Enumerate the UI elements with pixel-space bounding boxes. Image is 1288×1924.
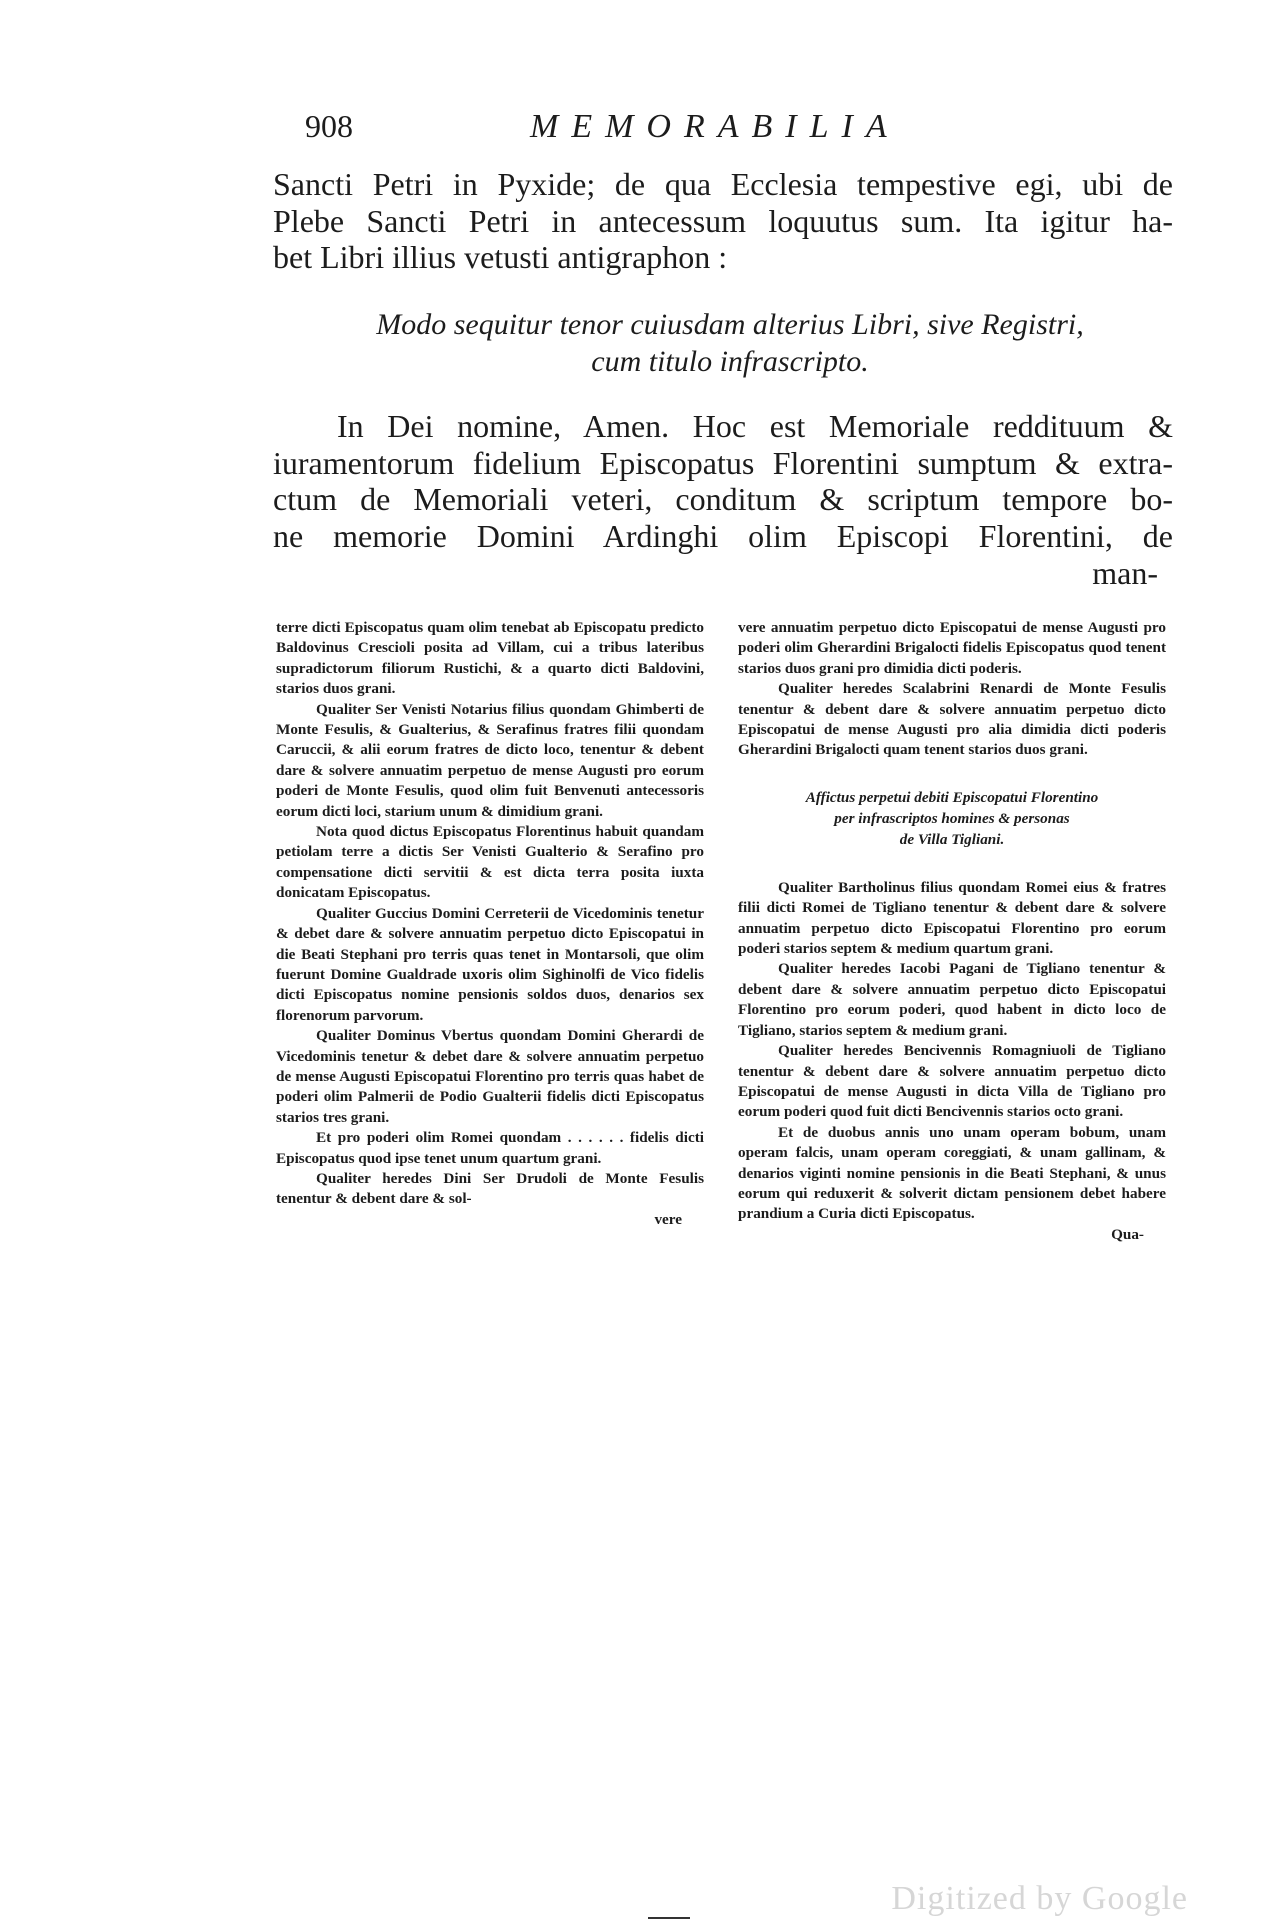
opening-line: In Dei nomine, Amen. Hoc est Memoriale reddituum & [337, 408, 1173, 444]
left-paragraph: Et pro poderi olim Romei quondam . . . . . . fidelis dicti Episcopatus quod ipse tenet unum quartum grani. [276, 1129, 704, 1167]
right-paragraph: Et de duobus annis uno unam operam bobum, unam operam falcis, unam operam coreggiati, & unam gallinam, & denarios viginti nomine pensionis in die Beati Stephani, & unus eorum qui reduxerit & solverit dictam pensionem debet habere prandium a Curia dicti Episcopatus. [738, 1123, 1166, 1223]
left-catchword: vere [654, 1210, 682, 1228]
running-title: MEMORABILIA [530, 108, 900, 145]
intro-line: bet Libri illius vetusti antigraphon : [273, 239, 728, 275]
subheading-line: de Villa Tigliani. [899, 830, 1005, 848]
opening-line: ctum de Memoriali veteri, conditum & scriptum tempore bo- [273, 481, 1173, 517]
digitized-watermark: Digitized by Google [891, 1880, 1188, 1917]
left-paragraph: Nota quod dictus Episcopatus Florentinus habuit quandam petiolam terre a dictis Ser Venisti Gualterio & Serafino pro compensatione dicti servitii & est dicta terra posita iuxta donicatam Episcopatus. [276, 823, 704, 902]
heading-line: cum titulo infrascripto. [591, 345, 869, 378]
subheading-line: Affictus perpetui debiti Episcopatui Florentino [805, 788, 1099, 806]
right-catchword: Qua- [1111, 1225, 1144, 1243]
opening-line: ne memorie Domini Ardinghi olim Episcopi Florentini, de [273, 517, 1173, 554]
left-paragraph: terre dicti Episcopatus quam olim tenebat ab Episcopatu predicto Baldovinus Crescioli posita ad Villam, cui a tribus lateribus supradictorum filiorum Rustichi, & a quarto dicti Baldovini, starios duos grani. [276, 619, 704, 698]
opening-paragraph [273, 408, 1173, 554]
left-column [276, 618, 704, 1230]
right-paragraph: Qualiter heredes Iacobi Pagani de Tigliano tenentur & debent dare & solvere annuatim perpetuo dicto Episcopatui Florentino pro eorum poderi, quod habent in dicto loco de Tigliano, starios septem & medium grani. [738, 960, 1166, 1039]
intro-line: Plebe Sancti Petri in antecessum loquutus sum. Ita igitur ha- [273, 202, 1173, 239]
catchword-main: man- [1092, 555, 1158, 591]
page-number: 908 [305, 108, 353, 144]
right-column [738, 618, 1166, 1245]
section-heading [300, 306, 1160, 380]
intro-line: Sancti Petri in Pyxide; de qua Ecclesia tempestive egi, ubi de [273, 166, 1173, 202]
bottom-rule [648, 1917, 690, 1919]
right-subheading [738, 787, 1166, 850]
intro-paragraph [273, 166, 1173, 276]
right-paragraph: vere annuatim perpetuo dicto Episcopatui de mense Augusti pro poderi olim Gherardini Brigalocti fidelis Episcopatus quod tenent starios duos grani pro dimidia dicti poderis. [738, 619, 1166, 677]
heading-line: Modo sequitur tenor cuiusdam alterius Libri, sive Registri, [376, 308, 1084, 341]
right-paragraph: Qualiter heredes Bencivennis Romagniuoli de Tigliano tenentur & debent dare & solvere annuatim perpetuo dicto Episcopatui de mense Augusti in dicta Villa de Tigliano pro eorum poderi quod fuit dicti Bencivennis starios octo grani. [738, 1042, 1166, 1121]
right-paragraph: Qualiter Bartholinus filius quondam Romei eius & fratres filii dicti Romei de Tigliano tenentur & debent dare & solvere annuatim perpetuo dicto Episcopatui Florentino pro eorum poderi starios septem & medium quartum grani. [738, 878, 1166, 958]
opening-line: iuramentorum fidelium Episcopatus Florentini sumptum & extra- [273, 444, 1173, 481]
left-paragraph: Qualiter heredes Dini Ser Drudoli de Monte Fesulis tenentur & debent dare & sol- [276, 1169, 704, 1208]
left-paragraph: Qualiter Dominus Vbertus quondam Domini Gherardi de Vicedominis tenetur & debet dare & solvere annuatim perpetuo de mense Augusti Episcopatui Florentino pro terris quas habet de poderi olim Palmerii de Podio Gualterii fidelis dicti Episcopatus starios tres grani. [276, 1027, 704, 1126]
subheading-line: per infrascriptos homines & personas [834, 809, 1070, 827]
left-paragraph: Qualiter Ser Venisti Notarius filius quondam Ghimberti de Monte Fesulis, & Gualterius, & Serafinus fratres filii quondam Caruccii, & alii eorum fratres de dicto loco, tenentur & debent dare & solvere annuatim perpetuo de mense Augusti pro eorum poderi de Monte Fesulis, quod olim fuit Benvenuti antecessoris eorum dicti loci, starium unum & dimidium grani. [276, 700, 704, 820]
left-paragraph: Qualiter Guccius Domini Cerreterii de Vicedominis tenetur & debet dare & solvere annuatim perpetuo dicto Episcopatui in die Beati Stephani pro terris quas tenet in Montarsoli, que olim fuerunt Domine Gualdrade uxoris olim Sighinolfi de Vico fidelis dicti Episcopatus nomine pensionis soldos duos, denarios sex florenorum parvorum. [276, 904, 704, 1024]
right-paragraph: Qualiter heredes Scalabrini Renardi de Monte Fesulis tenentur & debent dare & solvere annuatim perpetuo dicto Episcopatui de mense Augusti pro alia dimidia dicti poderis Gherardini Brigalocti quam tenent starios duos grani. [738, 680, 1166, 759]
